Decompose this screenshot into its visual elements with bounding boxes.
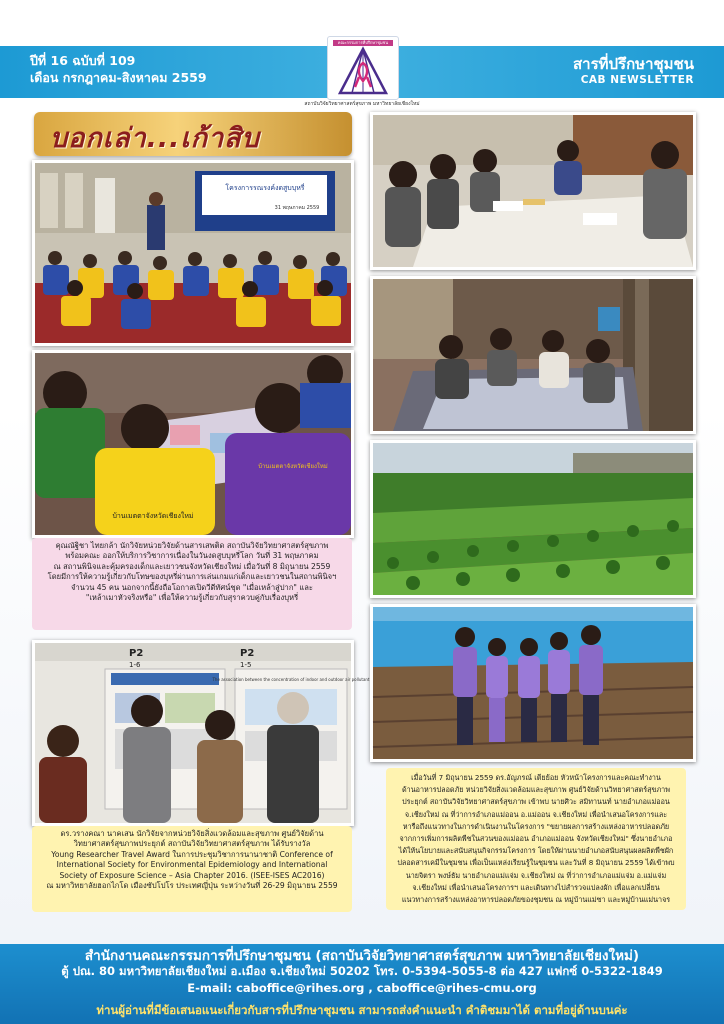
issue-info [30,52,207,86]
caption-line: จำนวน 45 คน นอกจากนี้ยังถือโอกาสเปิดวีดีทัศน์ชุด "เมื่อเหล้าสู่ปาก" และ [71,582,313,592]
footer-invitation: ท่านผู้อ่านที่มีข้อเสนอแนะเกี่ยวกับสารที่ปรึกษาชุมชน สามารถส่งคำแนะนำ คำติชมมาได้ ตามที่อยู่ด้านบนค่ะ [96,1003,628,1017]
section-title: บอกเล่า...เก้าสิบ [50,123,260,154]
photo-seminar-hall [32,160,354,346]
photo-meeting [370,112,696,270]
group-field-illustration [373,607,693,759]
footer-organization: สำนักงานคณะกรรมการที่ปรึกษาชุมชน (สถาบันวิจัยวิทยาศาสตร์สุขภาพ มหาวิทยาลัยเชียงใหม่) [84,948,640,964]
photo-conference-poster [32,640,370,826]
caption-award [34,829,350,891]
footer [0,944,724,1024]
caption-line: พร้อมคณะ ออกให้บริการวิชาการเนื่องในวันงดสูบบุหรี่โลก วันที่ 31 พฤษภาคม [65,551,319,561]
caption-line: ณ สถานพินิจและคุ้มครองเด็กและเยาวชนจังหวัดเชียงใหม่ เมื่อวันที่ 8 มิถุนายน 2559 [53,561,331,571]
caption-line: โดยมีการให้ความรู้เกี่ยวกับโทษของบุหรี่ผ่านการเล่นเกมแก่เด็กและเยาวชนในสถานพินิจฯ [47,572,337,582]
title-english: CAB NEWSLETTER [580,74,694,86]
issue-date: เดือน กรกฎาคม-สิงหาคม 2559 [30,70,207,85]
screen-date: 31 พฤษภาคม 2559 [274,205,320,211]
caption-line: "เหล้าเมาหัวจริงหรือ" เพื่อให้ความรู้เกี่ยวกับสุราควบคู่กับเรื่องบุหรี่ [85,593,299,603]
logo-subtitle: สถาบันวิจัยวิทยาศาสตร์สุขภาพ มหาวิทยาลัยเชียงใหม่ [304,101,420,107]
ribbon-tent-icon [328,37,398,99]
photo-outdoor-discussion [370,276,696,434]
photo-youth-game [32,350,354,538]
caption-line: แนวทางการสร้างแหล่งอาหารปลอดภัยของชุมชน ณ หมู่บ้านแม่ซา และหมู่บ้านแม่นาจร [401,895,671,905]
screen-title: โครงการรณรงค์งดสูบบุหรี่ [225,184,305,192]
seminar-hall-illustration [35,163,351,343]
caption-line: ณ มหาวิทยาลัยฮอกไกโด เมืองซัปโปโร ประเทศญี่ปุ่น ระหว่างวันที่ 26-29 มิถุนายน 2559 [46,881,338,891]
outdoor-discussion-illustration [373,279,693,431]
caption-line: คุณณัฐิชา ไทยกล้า นักวิจัยหน่วยวิจัยด้านสารเสพติด สถาบันวิจัยวิทยาศาสตร์สุขภาพ [55,541,329,550]
caption-line: International Society for Environmental Epidemiology and International [56,860,328,870]
poster-label-2b: 1-5 [240,661,252,669]
caption-line: Young Researcher Travel Award ในการประชุมวิชาการนานาชาติ Conference of [51,849,333,859]
title-thai: สารที่ปรึกษาชุมชน [573,55,694,73]
caption-line: เมื่อวันที่ 7 มิถุนายน 2559 ดร.อัญภรณ์ เตียย้อย หัวหน้าโครงการและคณะทำงาน [411,773,661,782]
caption-line: ดร.วรางคณา นาคเสน นักวิจัยจากหน่วยวิจัยสิ่งแวดล้อมและสุขภาพ ศูนย์วิจัยด้าน [60,829,324,838]
caption-line: นายจิตรา พงษ์ธัม นายอำเภอแม่แจ่ม จ.เชียงใหม่ ณ ที่ว่าการอำเภอแม่แจ่ม อ.แม่แจ่ม [405,870,667,880]
caption-line: จ.เชียงใหม่ ณ ที่ว่าการอำเภอแม่ออน อ.แม่ออน จ.เชียงใหม่ เพื่อนำเสนอโครงการและ [404,809,668,819]
footer-email[interactable]: E-mail: caboffice@rihes.org , caboffice@rihes-cmu.org [187,981,537,995]
poster-label-1a: P2 [129,648,144,659]
meeting-illustration [373,115,693,267]
photo-group-field [370,604,696,762]
caption-line: วิทยาศาสตร์สุขภาพประยุกต์ สถาบันวิจัยวิทยาศาสตร์สุขภาพ ได้รับรางวัล [73,839,311,849]
caption-line: ได้ให้นโยบายและสนับสนุนกิจกรรมโครงการ โดยให้ผ่านนายอำเภอสนับสนุนผลผลิตพืชผัก [398,846,674,856]
conference-illustration [35,643,370,823]
poster-label-1b: 1-6 [129,661,141,669]
caption-safe-food [388,772,684,906]
youth-game-illustration [35,353,351,535]
shirt-text-1: บ้านเมตตาจังหวัดเชียงใหม่ [112,512,194,520]
issue-number: ปีที่ 16 ฉบับที่ 109 [30,53,136,68]
footer-address: ตู้ ปณ. 80 มหาวิทยาลัยเชียงใหม่ อ.เมือง จ.เชียงใหม่ 50202 โทร. 0-5394-5055-8 ต่อ 427 แฟกซ์ 0-5322-1849 [61,964,663,978]
cab-logo [327,36,399,100]
shirt-text-2: บ้านเมตตาจังหวัดเชียงใหม่ [258,463,328,470]
section-banner [34,112,352,156]
vegetable-garden-illustration [373,443,693,595]
newsletter-title [573,52,694,86]
poster-label-2a: P2 [240,648,255,659]
poster2-title: The association between the concentration of indoor and outdoor air pollutant [212,677,370,682]
caption-line: จากการเพิ่มการผลิตพืชในสวนของแม่ออน อำเภอแม่ออน จังหวัดเชียงใหม่" ซึ่งนายอำเภอ [399,834,673,844]
caption-line: หารือถึงแนวทางในการดำเนินงานในโครงการ "ขยายผลการสร้างแหล่งอาหารปลอดภัย [402,821,670,831]
caption-line: Society of Exposure Science – Asia Chapter 2016. (ISEE-ISES AC2016) [59,870,325,880]
logo-top-text: คณะกรรมการที่ปรึกษาชุมชน [333,40,393,46]
caption-anti-smoking [34,541,350,603]
caption-line: จ.เชียงใหม่ เพื่อนำเสนอโครงการฯ และเดินทางไปสำรวจแปลงผัก เพื่อแลกเปลี่ยน [412,882,660,892]
caption-line: ปลอดสารเคมีในชุมชน เพื่อเป็นแหล่งเรียนรู้ในชุมชน และวันที่ 8 มิถุนายน 2559 ได้เข้าพบ [397,858,675,868]
caption-line: ประยุกต์ สถาบันวิจัยวิทยาศาสตร์สุขภาพ เข้าพบ นายศิวะ สมิทานนท์ นายอำเภอแม่ออน [402,797,670,807]
photo-vegetable-garden [370,440,696,598]
caption-line: ด้านอาหารปลอดภัย หน่วยวิจัยสิ่งแวดล้อมและสุขภาพ ศูนย์วิจัยด้านวิทยาศาสตร์สุขภาพ [402,785,670,795]
